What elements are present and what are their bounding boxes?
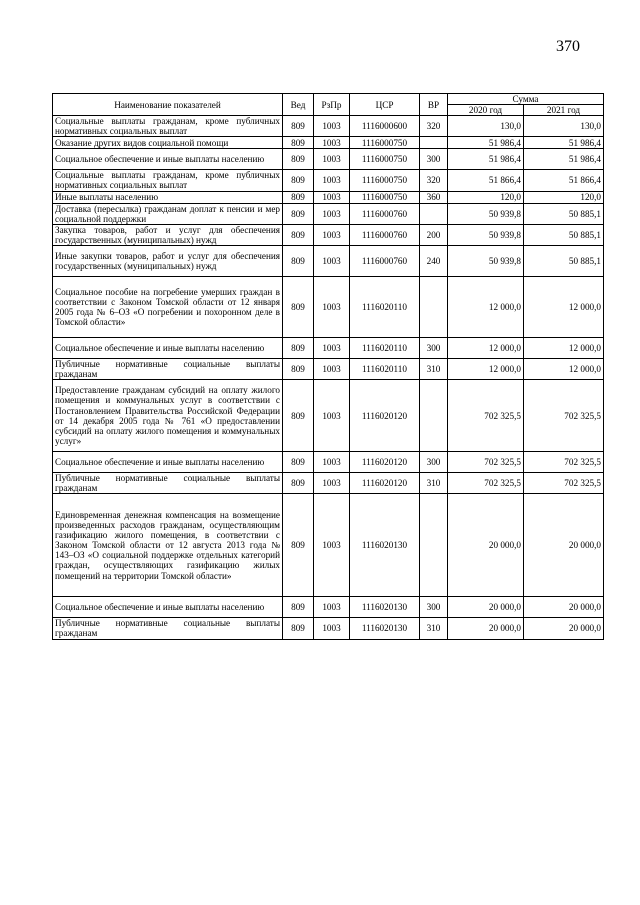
row-rzpr: 1003 <box>314 245 350 276</box>
row-sum-2021: 120,0 <box>524 191 604 203</box>
row-rzpr: 1003 <box>314 337 350 358</box>
row-csr: 1116000750 <box>350 137 420 149</box>
row-vr: 360 <box>420 191 448 203</box>
header-row <box>53 94 604 105</box>
header-year-2021: 2021 год <box>524 105 604 116</box>
table-row <box>53 597 604 618</box>
row-ved: 809 <box>283 191 314 203</box>
page-number: 370 <box>556 38 580 55</box>
row-sum-2020: 51 986,4 <box>448 137 524 149</box>
row-vr: 300 <box>420 337 448 358</box>
table-row <box>53 149 604 170</box>
row-rzpr: 1003 <box>314 116 350 137</box>
row-name: Оказание других видов социальной помощи <box>53 137 283 149</box>
row-sum-2021: 702 325,5 <box>524 452 604 473</box>
row-name: Социальные выплаты гражданам, кроме публичных нормативных социальных выплат <box>53 116 283 137</box>
row-csr: 1116020130 <box>350 494 420 597</box>
row-csr: 1116000760 <box>350 245 420 276</box>
row-rzpr: 1003 <box>314 597 350 618</box>
row-csr: 1116020120 <box>350 473 420 494</box>
row-rzpr: 1003 <box>314 452 350 473</box>
row-csr: 1116000760 <box>350 203 420 224</box>
row-rzpr: 1003 <box>314 170 350 191</box>
row-csr: 1116000600 <box>350 116 420 137</box>
row-rzpr: 1003 <box>314 203 350 224</box>
row-name: Социальное пособие на погребение умерших граждан в соответствии с Законом Томской области от 12 января 2005 года № 6–ОЗ «О погребении и похоронном деле в Томской области» <box>53 276 283 337</box>
row-sum-2020: 51 986,4 <box>448 149 524 170</box>
table-row <box>53 494 604 597</box>
row-rzpr: 1003 <box>314 224 350 245</box>
row-name: Публичные нормативные социальные выплаты гражданам <box>53 473 283 494</box>
header-ved: Вед <box>283 94 314 116</box>
row-ved: 809 <box>283 224 314 245</box>
row-sum-2021: 702 325,5 <box>524 380 604 452</box>
row-vr: 310 <box>420 358 448 379</box>
row-rzpr: 1003 <box>314 494 350 597</box>
row-sum-2021: 50 885,1 <box>524 245 604 276</box>
row-sum-2021: 20 000,0 <box>524 618 604 639</box>
row-sum-2020: 12 000,0 <box>448 358 524 379</box>
row-ved: 809 <box>283 618 314 639</box>
row-sum-2021: 12 000,0 <box>524 276 604 337</box>
row-ved: 809 <box>283 170 314 191</box>
row-csr: 1116020110 <box>350 358 420 379</box>
row-name: Единовременная денежная компенсация на возмещение произведенных расходов гражданам, осуществляющим газификацию жилого помещения, в соответствии с Законом Томской области от 12 августа 2013 года № 143–ОЗ «О социальной поддержке отдельных категорий граждан, осуществляющих газификацию жилых помещений на территории Томской области» <box>53 494 283 597</box>
row-name: Иные выплаты населению <box>53 191 283 203</box>
row-vr: 240 <box>420 245 448 276</box>
row-csr: 1116020110 <box>350 276 420 337</box>
table-row <box>53 203 604 224</box>
row-rzpr: 1003 <box>314 618 350 639</box>
row-rzpr: 1003 <box>314 276 350 337</box>
row-vr: 300 <box>420 597 448 618</box>
table-row <box>53 116 604 137</box>
row-name: Предоставление гражданам субсидий на оплату жилого помещения и коммунальных услуг в соответствии с Постановлением Правительства Российской Федерации от 14 декабря 2005 года № 761 «О предоставлении субсидий на оплату жилого помещения и коммунальных услуг» <box>53 380 283 452</box>
row-csr: 1116020110 <box>350 337 420 358</box>
row-sum-2021: 51 986,4 <box>524 149 604 170</box>
row-ved: 809 <box>283 149 314 170</box>
row-sum-2020: 50 939,8 <box>448 224 524 245</box>
row-sum-2021: 51 866,4 <box>524 170 604 191</box>
row-vr: 310 <box>420 473 448 494</box>
row-sum-2021: 12 000,0 <box>524 337 604 358</box>
row-name: Доставка (пересылка) гражданам доплат к пенсии и мер социальной поддержки <box>53 203 283 224</box>
table-row <box>53 618 604 639</box>
row-vr: 300 <box>420 149 448 170</box>
row-sum-2020: 12 000,0 <box>448 276 524 337</box>
row-vr: 320 <box>420 116 448 137</box>
row-ved: 809 <box>283 116 314 137</box>
row-ved: 809 <box>283 203 314 224</box>
row-sum-2021: 51 986,4 <box>524 137 604 149</box>
table-row <box>53 191 604 203</box>
row-ved: 809 <box>283 452 314 473</box>
header-vr: ВР <box>420 94 448 116</box>
row-csr: 1116020120 <box>350 380 420 452</box>
row-ved: 809 <box>283 245 314 276</box>
row-vr: 200 <box>420 224 448 245</box>
row-name: Иные закупки товаров, работ и услуг для обеспечения государственных (муниципальных) нужд <box>53 245 283 276</box>
header-year-2020: 2020 год <box>448 105 524 116</box>
row-name: Публичные нормативные социальные выплаты гражданам <box>53 618 283 639</box>
row-ved: 809 <box>283 494 314 597</box>
row-sum-2020: 50 939,8 <box>448 203 524 224</box>
row-rzpr: 1003 <box>314 473 350 494</box>
row-name: Социальное обеспечение и иные выплаты населению <box>53 452 283 473</box>
row-rzpr: 1003 <box>314 191 350 203</box>
table-row <box>53 337 604 358</box>
row-sum-2020: 702 325,5 <box>448 473 524 494</box>
row-sum-2021: 12 000,0 <box>524 358 604 379</box>
row-ved: 809 <box>283 137 314 149</box>
row-csr: 1116000750 <box>350 191 420 203</box>
row-sum-2021: 50 885,1 <box>524 203 604 224</box>
table-row <box>53 170 604 191</box>
header-rzpr: РзПр <box>314 94 350 116</box>
row-vr <box>420 380 448 452</box>
row-name: Социальное обеспечение и иные выплаты населению <box>53 597 283 618</box>
table-row <box>53 276 604 337</box>
header-sum: Сумма <box>448 94 604 105</box>
row-vr <box>420 203 448 224</box>
table-row <box>53 452 604 473</box>
row-rzpr: 1003 <box>314 137 350 149</box>
row-rzpr: 1003 <box>314 380 350 452</box>
row-rzpr: 1003 <box>314 149 350 170</box>
row-vr <box>420 276 448 337</box>
row-sum-2021: 50 885,1 <box>524 224 604 245</box>
row-vr: 300 <box>420 452 448 473</box>
row-sum-2020: 12 000,0 <box>448 337 524 358</box>
table-row <box>53 473 604 494</box>
row-csr: 1116020130 <box>350 597 420 618</box>
row-name: Социальное обеспечение и иные выплаты населению <box>53 337 283 358</box>
row-rzpr: 1003 <box>314 358 350 379</box>
table-body <box>53 116 604 639</box>
row-ved: 809 <box>283 276 314 337</box>
row-sum-2021: 20 000,0 <box>524 494 604 597</box>
row-csr: 1116000750 <box>350 149 420 170</box>
row-sum-2020: 20 000,0 <box>448 597 524 618</box>
row-csr: 1116020130 <box>350 618 420 639</box>
row-sum-2020: 702 325,5 <box>448 452 524 473</box>
row-sum-2020: 130,0 <box>448 116 524 137</box>
row-sum-2021: 130,0 <box>524 116 604 137</box>
row-name: Закупка товаров, работ и услуг для обеспечения государственных (муниципальных) нужд <box>53 224 283 245</box>
row-name: Социальные выплаты гражданам, кроме публичных нормативных социальных выплат <box>53 170 283 191</box>
table-row <box>53 245 604 276</box>
row-vr: 310 <box>420 618 448 639</box>
row-csr: 1116000750 <box>350 170 420 191</box>
table-row <box>53 380 604 452</box>
row-sum-2021: 702 325,5 <box>524 473 604 494</box>
table-row <box>53 224 604 245</box>
row-vr <box>420 494 448 597</box>
row-sum-2020: 51 866,4 <box>448 170 524 191</box>
table-row <box>53 358 604 379</box>
row-csr: 1116020120 <box>350 452 420 473</box>
row-sum-2020: 702 325,5 <box>448 380 524 452</box>
row-vr <box>420 137 448 149</box>
row-sum-2021: 20 000,0 <box>524 597 604 618</box>
row-ved: 809 <box>283 597 314 618</box>
table-row <box>53 137 604 149</box>
row-sum-2020: 50 939,8 <box>448 245 524 276</box>
header-name: Наименование показателей <box>53 94 283 116</box>
row-sum-2020: 120,0 <box>448 191 524 203</box>
row-name: Публичные нормативные социальные выплаты гражданам <box>53 358 283 379</box>
row-ved: 809 <box>283 358 314 379</box>
row-csr: 1116000760 <box>350 224 420 245</box>
row-name: Социальное обеспечение и иные выплаты населению <box>53 149 283 170</box>
header-csr: ЦСР <box>350 94 420 116</box>
row-ved: 809 <box>283 337 314 358</box>
row-ved: 809 <box>283 473 314 494</box>
row-sum-2020: 20 000,0 <box>448 618 524 639</box>
row-sum-2020: 20 000,0 <box>448 494 524 597</box>
row-ved: 809 <box>283 380 314 452</box>
budget-table <box>52 93 604 640</box>
row-vr: 320 <box>420 170 448 191</box>
